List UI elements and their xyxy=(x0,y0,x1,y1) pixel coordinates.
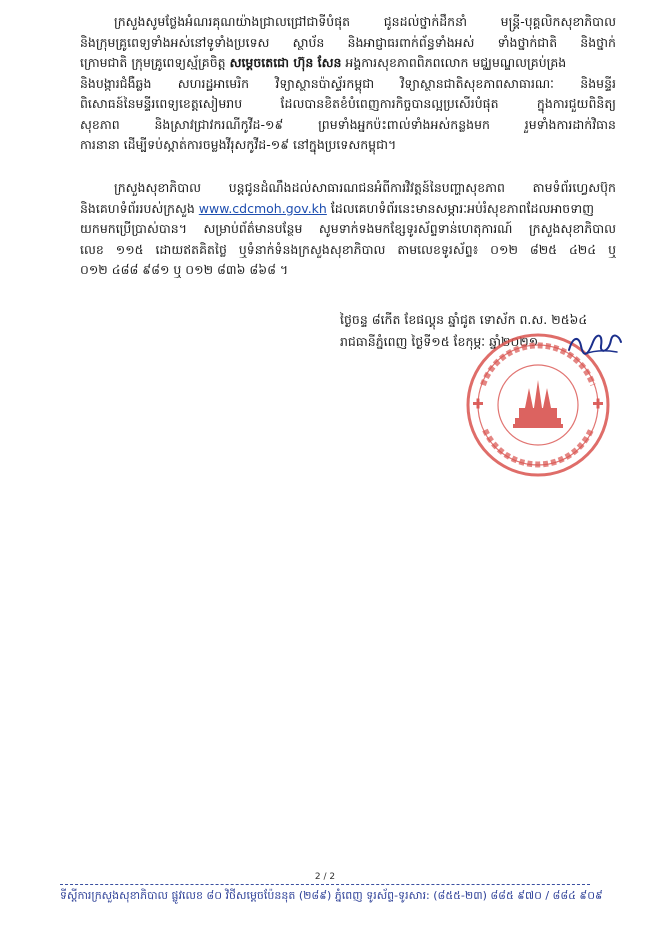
text-line: ការនានា ដើម្បីទប់ស្កាត់ការចម្លងវីរុសកូវីដ-១៩ នៅក្នុងប្រទេសកម្ពុជា។ xyxy=(80,137,397,152)
text-line: ពិសោធន៍នៃមន្ទីរពេទ្យខេត្តសៀមរាប ដែលបានខិតខំបំពេញការកិច្ចបានល្អប្រសើរបំផុត ក្នុងការជួយពិនិត្យ xyxy=(80,96,616,111)
page-number: 2 / 2 xyxy=(314,872,336,882)
text-fragment: និងគេហទំព័ររបស់ក្រសួង xyxy=(80,200,195,216)
text-line: យកមកប្រើប្រាស់បាន។ សម្រាប់ព័ត៌មានបន្ថែម សូមទាក់ទងមកខ្សែទូរស័ព្ទទាន់ហេតុការណ៍ ក្រសួងសុខាភិបាល xyxy=(80,221,616,236)
footer-address: ទីស្តីការក្រសួងសុខាភិបាល ផ្លូវលេខ ៨០ វិថីសម្តេចប៉ែននុត (២៨៩) ភ្នំពេញ ទូរស័ព្ទ-ទូរសារ: (៨៥៥-២៣) ៨៨៥ ៩៧០ / ៨៨៤ ៩០៩ xyxy=(60,889,603,902)
text-fragment: ក្រោមជាតិ ក្រុមគ្រូពេទ្យស្ម័គ្រចិត្ត xyxy=(80,55,226,70)
paragraph-info xyxy=(80,178,616,281)
text-line: និងបង្ការជំងឺឆ្លង សហរដ្ឋអាមេរិក វិទ្យាស្ថានប៉ាស្ទ័រកម្ពុជា វិទ្យាស្ថានជាតិសុខភាពសាធារណៈ និងមន្ទីរ xyxy=(80,75,616,91)
text-line: ក្រសួងសុខាភិបាល បន្តជូនដំណឹងដល់សាធារណជនអំពីការវិវត្តន៍នៃបញ្ហាសុខភាព តាមទំព័រហ្វេសប៊ុក xyxy=(114,180,616,195)
website-link[interactable]: www.cdcmoh.gov.kh xyxy=(198,200,327,216)
text-fragment: ដែលគេហទំព័រនេះមានសម្ភារៈអប់រំសុខភាពដែលអាចទាញ xyxy=(326,200,595,216)
text-line: និងក្រុមគ្រូពេទ្យទាំងអស់នៅទូទាំងប្រទេស ស្ថាប័ន និងអាជ្ញាធរពាក់ព័ន្ធទាំងអស់ ទាំងថ្នាក់ជាតិ និងថ្នាក់ xyxy=(80,34,616,50)
text-line: ក្រសួងសូមថ្លែងអំណរគុណយ៉ាងជ្រាលជ្រៅជាទីបំផុត ជូនដល់ថ្នាក់ដឹកនាំ មន្ត្រី-បុគ្គលិកសុខាភិបាល xyxy=(114,14,616,29)
text-line xyxy=(80,199,616,220)
signature-icon xyxy=(565,328,625,362)
date-lunar: ថ្ងៃចន្ទ ៨កើត ខែផល្គុន ឆ្នាំជូត ទោស័ក ព.ស. ២៥៦៤ xyxy=(340,312,588,327)
text-line xyxy=(80,53,616,74)
text-line: សុខភាព និងស្រាវជ្រាវករណីកូវីដ-១៩ ព្រមទាំងអ្នកប៉ះពាល់ទាំងអស់កន្លងមក រួមទាំងការដាក់វិធាន xyxy=(80,116,616,132)
text-fragment: អង្គការសុខភាពពិភពលោក មជ្ឈមណ្ឌលគ្រប់គ្រង xyxy=(341,55,567,70)
text-line: លេខ ១១៥ ដោយឥតគិតថ្លៃ ឬទំនាក់ទំនងក្រសួងសុខាភិបាល តាមលេខទូរស័ព្ទ៖ ០១២ ៨២៥ ៤២៤ ឬ xyxy=(80,241,616,257)
bold-name: សម្តេចតេជោ ហ៊ុន សែន xyxy=(229,55,342,70)
text-line: ០១២ ៤៨៨ ៩៨១ ឬ ០១២ ៨៣៦ ៨៦៨ ។ xyxy=(80,262,289,277)
paragraph-thanks xyxy=(80,12,616,156)
footer-divider xyxy=(60,884,590,885)
date-place: រាជធានីភ្នំពេញ ថ្ងៃទី១៥ ខែកុម្ភៈ ឆ្នាំ២០២១ xyxy=(340,334,539,349)
